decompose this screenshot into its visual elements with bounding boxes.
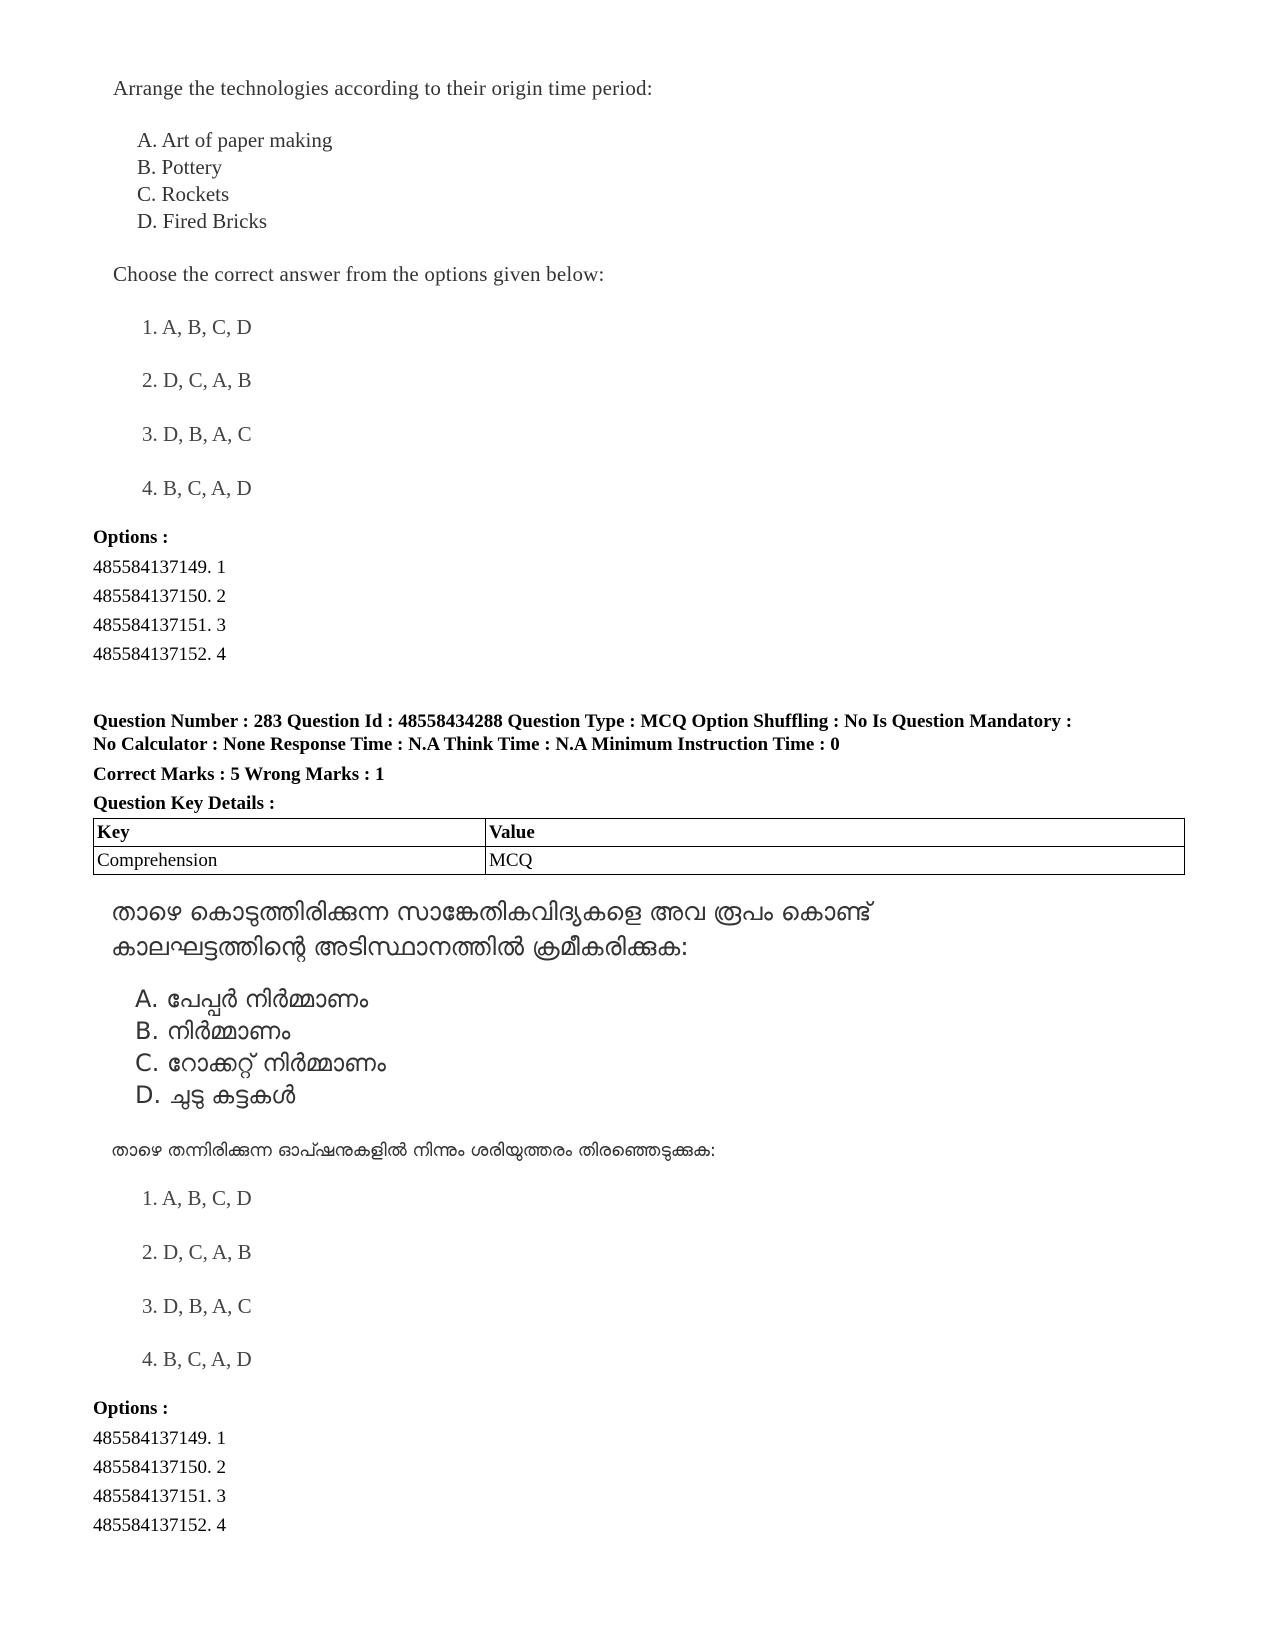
answer-choice: 4. B, C, A, D	[142, 1347, 252, 1371]
question-meta-line1: Question Number : 283 Question Id : 48558434288 Question Type : MCQ Option Shuffling : No Is Question Mandatory :	[93, 711, 1073, 732]
table-header-row	[94, 819, 1185, 847]
list-item: C. റോക്കറ്റ് നിർമ്മാണം	[135, 1049, 386, 1077]
answer-choice: 1. A, B, C, D	[142, 1186, 252, 1210]
answer-choice: 4. B, C, A, D	[142, 476, 252, 500]
choose-instruction: Choose the correct answer from the options given below:	[113, 262, 605, 286]
list-item: A. പേപ്പർ നിർമ്മാണം	[135, 985, 369, 1013]
header-key: Key	[94, 819, 486, 847]
key-details-label: Question Key Details :	[93, 793, 276, 814]
list-item: A. Art of paper making	[137, 128, 333, 152]
option-id: 485584137152. 4	[93, 1515, 226, 1536]
table-row	[94, 847, 1185, 875]
key-table	[93, 818, 1185, 875]
option-id: 485584137150. 2	[93, 586, 226, 607]
option-id: 485584137149. 1	[93, 557, 226, 578]
option-id: 485584137149. 1	[93, 1428, 226, 1449]
ml-prompt-line1: താഴെ കൊടുത്തിരിക്കുന്ന സാങ്കേതികവിദ്യകളെ അവ രൂപം കൊണ്ട്	[111, 897, 872, 926]
question-meta-line2: No Calculator : None Response Time : N.A Think Time : N.A Minimum Instruction Time : 0	[93, 734, 840, 755]
header-value: Value	[486, 819, 1185, 847]
answer-choice: 1. A, B, C, D	[142, 315, 252, 339]
list-item: B. നിർമ്മാണം	[135, 1017, 291, 1045]
list-item: C. Rockets	[137, 182, 230, 206]
table-cell: Comprehension	[94, 847, 486, 875]
table-cell: MCQ	[486, 847, 1185, 875]
option-id: 485584137152. 4	[93, 644, 226, 665]
answer-choice: 2. D, C, A, B	[142, 368, 252, 392]
option-id: 485584137151. 3	[93, 615, 226, 636]
answer-choice: 3. D, B, A, C	[142, 422, 252, 446]
ml-choose-instruction: താഴെ തന്നിരിക്കുന്ന ഓപ്ഷനുകളിൽ നിന്നും ശരിയുത്തരം തിരഞ്ഞെടുക്കുക:	[111, 1140, 716, 1161]
options-label: Options :	[93, 527, 169, 548]
list-item: D. ചുടു കട്ടകൾ	[135, 1081, 296, 1109]
ml-prompt-line2: കാലഘട്ടത്തിന്റെ അടിസ്ഥാനത്തിൽ ക്രമീകരിക്കുക:	[111, 932, 689, 961]
options-label: Options :	[93, 1398, 169, 1419]
answer-choice: 3. D, B, A, C	[142, 1294, 252, 1318]
option-id: 485584137151. 3	[93, 1486, 226, 1507]
marks-line: Correct Marks : 5 Wrong Marks : 1	[93, 764, 385, 785]
option-id: 485584137150. 2	[93, 1457, 226, 1478]
list-item: D. Fired Bricks	[137, 209, 268, 233]
list-item: B. Pottery	[137, 155, 223, 179]
answer-choice: 2. D, C, A, B	[142, 1240, 252, 1264]
question-prompt: Arrange the technologies according to their origin time period:	[113, 76, 653, 100]
